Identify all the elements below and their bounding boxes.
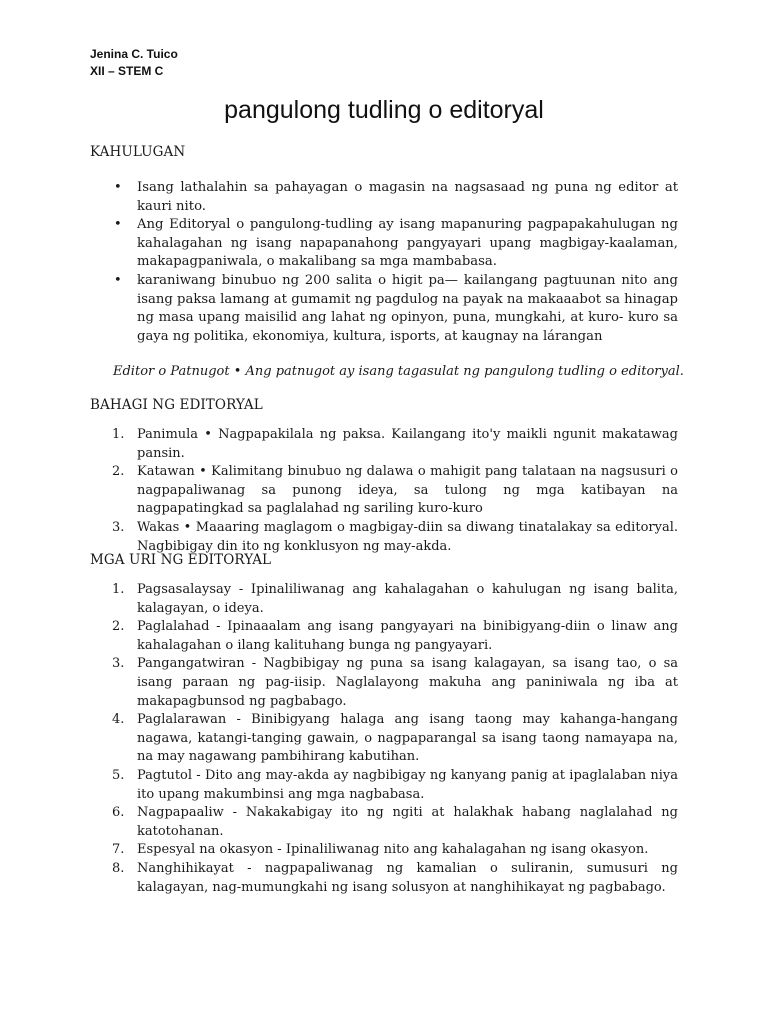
author-name: Jenina C. Tuico (90, 47, 178, 61)
list-item-text: Pagsasalaysay - Ipinaliliwanag ang kahalagahan o kahulugan ng isang balita, kalagayan, o ideya. (137, 582, 678, 616)
list-item (90, 804, 678, 841)
kahulugan-heading: KAHULUGAN (90, 144, 186, 160)
list-item (90, 216, 678, 272)
page-title: pangulong tudling o editoryal (224, 96, 544, 124)
list-item-text: karaniwang binubuo ng 200 salita o higit pa— kailangang pagtuunan nito ang isang paksa lamang at gumamit ng pagdulog na payak na makaaabot sa hinagap ng masa upang maisilid ang lahat ng opinyon, puna, mungkahi, at kuro- kuro sa gaya ng politika, ekonomiya, kultura, isports, at kaugnay na lárangan (137, 272, 678, 344)
list-item (90, 581, 678, 618)
bullet-mark: • (114, 180, 122, 195)
list-item-text: Isang lathalahin sa pahayagan o magasin na nagsasaad ng puna ng editor at kauri nito. (137, 180, 678, 214)
list-item-text: Paglalarawan - Binibigyang halaga ang isang taong may kahanga-hangang nagawa, katangi-tanging gawain, o nagpaparangal sa isang taong namayapa na, na may nagawang pambihirang kabutihan. (137, 712, 678, 765)
list-number: 1. (112, 427, 125, 442)
list-item (90, 463, 678, 519)
uri-section (90, 581, 678, 897)
bahagi-section (90, 426, 678, 556)
list-item-text: Ang Editoryal o pangulong-tudling ay isang mapanuring pagpapakahulugan ng kahalagahan ng isang napapanahong pangyayari upang magbigay-kaalaman, makapagpaniwala, o makalibang sa mga mambabasa. (137, 217, 678, 270)
bahagi-heading: BAHAGI NG EDITORYAL (90, 397, 263, 413)
list-item-text: Paglalahad - Ipinaaalam ang isang pangyayari na binibigyang-diin o linaw ang kahalagahan o ilang kalituhang bunga ng pangyayari. (137, 619, 678, 653)
uri-heading: MGA URI NG EDITORYAL (90, 552, 272, 568)
list-item-text: Nagpapaaliw - Nakakabigay ito ng ngiti at halakhak habang naglalahad ng katotohanan. (137, 805, 678, 839)
list-item (90, 860, 678, 897)
list-item (90, 841, 678, 860)
list-number: 2. (112, 619, 125, 635)
list-item (90, 179, 678, 216)
author-section: XII – STEM C (90, 64, 164, 78)
list-number: 1. (112, 582, 125, 597)
list-number: 8. (112, 860, 125, 876)
list-item-text: Espesyal na okasyon - Ipinaliliwanag nito ang kahalagahan ng isang okasyon. (137, 842, 649, 858)
bahagi-list (90, 426, 678, 556)
list-number: 2. (112, 464, 125, 480)
list-item-text: Nanghihikayat - nagpapaliwanag ng kamalian o suliranin, sumusuri ng kalagayan, nag-mumungkahi ng isang solusyon at nanghihikayat ng pagbabago. (137, 860, 678, 895)
uri-list (90, 581, 678, 897)
list-number: 6. (112, 805, 125, 821)
list-item-text: Pagtutol - Dito ang may-akda ay nagbibigay ng kanyang panig at ipaglalaban niya ito upang makumbinsi ang mga nagbabasa. (137, 767, 678, 802)
author-block (90, 46, 178, 80)
list-item-text: Panimula • Nagpapakilala ng paksa. Kailangang ito'y maikli ngunit makatawag pansin. (137, 427, 678, 461)
bullet-mark: • (114, 272, 122, 288)
list-item (90, 711, 678, 767)
list-item (90, 426, 678, 463)
list-item-text: Wakas • Maaaring maglagom o magbigay-diin sa diwang tinatalakay sa editoryal. Nagbibigay din ito ng konklusyon ng may-akda. (137, 519, 678, 554)
kahulugan-section (90, 179, 678, 346)
list-item-text: Katawan • Kalimitang binubuo ng dalawa o mahigit pang talataan na nagsusuri o nagpapaliwanag sa punong ideya, sa tulong ng mga katibayan na nagpapatingkad sa paglalahad ng sariling kuro-kuro (137, 464, 678, 517)
list-item (90, 767, 678, 804)
list-number: 7. (112, 842, 125, 858)
editor-note: Editor o Patnugot • Ang patnugot ay isang tagasulat ng pangulong tudling o editoryal. (113, 364, 684, 379)
list-number: 4. (112, 712, 125, 728)
list-number: 5. (112, 767, 125, 783)
bullet-mark: • (114, 217, 122, 233)
kahulugan-list (90, 179, 678, 346)
list-number: 3. (112, 519, 125, 535)
list-item-text: Pangangatwiran - Nagbibigay ng puna sa isang kalagayan, sa isang tao, o sa isang paraan ng pag-iisip. Naglalayong makuha ang paniniwala ng iba at makapagbunsod ng pagbabago. (137, 656, 678, 709)
list-item (90, 272, 678, 346)
list-number: 3. (112, 656, 125, 672)
list-item (90, 655, 678, 711)
list-item (90, 618, 678, 655)
